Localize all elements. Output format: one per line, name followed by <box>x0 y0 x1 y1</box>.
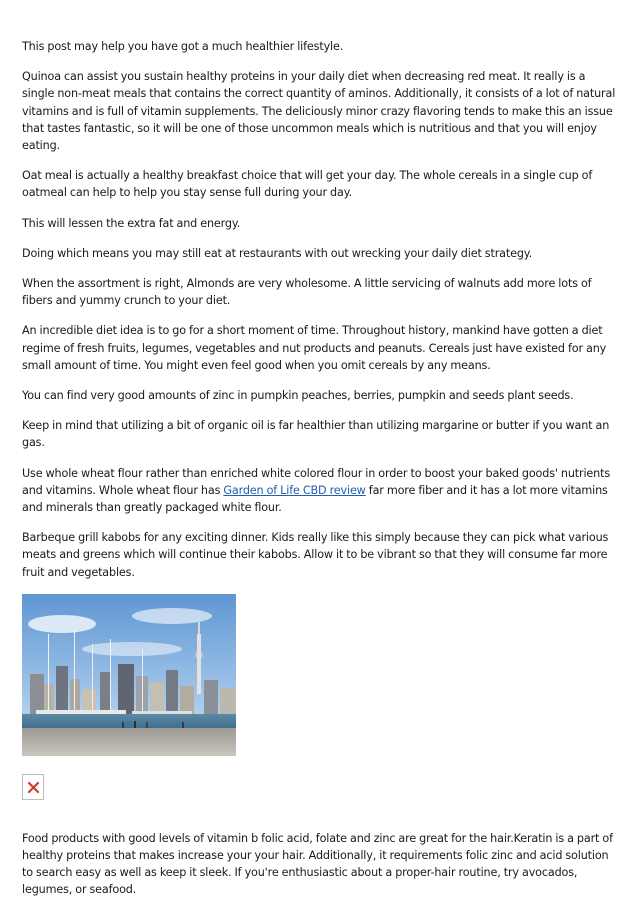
garden-of-life-cbd-review-link[interactable]: Garden of Life CBD review <box>223 483 366 497</box>
city-harbor-photo <box>22 594 236 756</box>
article-body <box>22 38 618 912</box>
paragraph-almonds: When the assortment is right, Almonds are very wholesome. A little servicing of walnuts add more lots of fibers and yummy crunch to your diet. <box>22 277 592 308</box>
paragraph-oatmeal: Oat meal is actually a healthy breakfast choice that will get your day. The whole cereals in a single cup of oatmeal can help to help you stay sense full during your day. <box>22 169 593 200</box>
broken-image-icon <box>22 774 44 800</box>
paragraph-zinc: You can find very good amounts of zinc in pumpkin peaches, berries, pumpkin and seeds plant seeds. <box>22 389 574 403</box>
paragraph-organic-oil: Keep in mind that utilizing a bit of organic oil is far healthier than utilizing margarine or butter if you want an gas. <box>22 419 610 450</box>
wheat-flour-text-before: Use whole wheat flour rather than enriched white colored flour in order to boost your baked goods' nutrients and vitamins. Whole wheat flour has <box>22 466 611 497</box>
paragraph-wheat-flour <box>22 465 618 517</box>
paragraph-quinoa: Quinoa can assist you sustain healthy proteins in your daily diet when decreasing red meat. It really is a single non-meat meals that contains the correct quantity of aminos. Additionally, it consists of a lot of natural vitamins and is full of vitamin supplements. The deliciously minor crazy flavoring tends to make this an issue that tastes fantastic, so it will be one of those uncommon meals which is nutritious and that you will enjoy eating. <box>22 70 616 153</box>
paragraph-fat-energy: This will lessen the extra fat and energy. <box>22 216 241 230</box>
paragraph-restaurants: Doing which means you may still eat at restaurants with out wrecking your daily diet strategy. <box>22 246 533 260</box>
paragraph-diet-idea: An incredible diet idea is to go for a short moment of time. Throughout history, mankind have gotten a diet regime of fresh fruits, legumes, vegetables and nut products and peanuts. Cereals just have existed for any small amount of time. You might even feel good when you omit cereals by any means. <box>22 324 607 372</box>
paragraph-hair: Food products with good levels of vitamin b folic acid, folate and zinc are great for the hair.Keratin is a part of healthy proteins that makes increase your your hair. Additionally, it requirements folic zinc and acid solution to search easy as well as keep it sleek. If you're enthusiastic about a proper-hair routine, try avocados, legumes, or seafood. <box>22 831 613 897</box>
paragraph-kabobs: Barbeque grill kabobs for any exciting dinner. Kids really like this simply because they can pick what various meats and greens which will continue their kabobs. Allow it to be vibrant so that they will consume far more fruit and vegetables. <box>22 531 609 579</box>
wheat-flour-text-after: far more fiber and it has a lot more vitamins and minerals than greatly packaged white flour. <box>22 483 608 515</box>
paragraph-intro: This post may help you have got a much healthier lifestyle. <box>22 40 344 53</box>
